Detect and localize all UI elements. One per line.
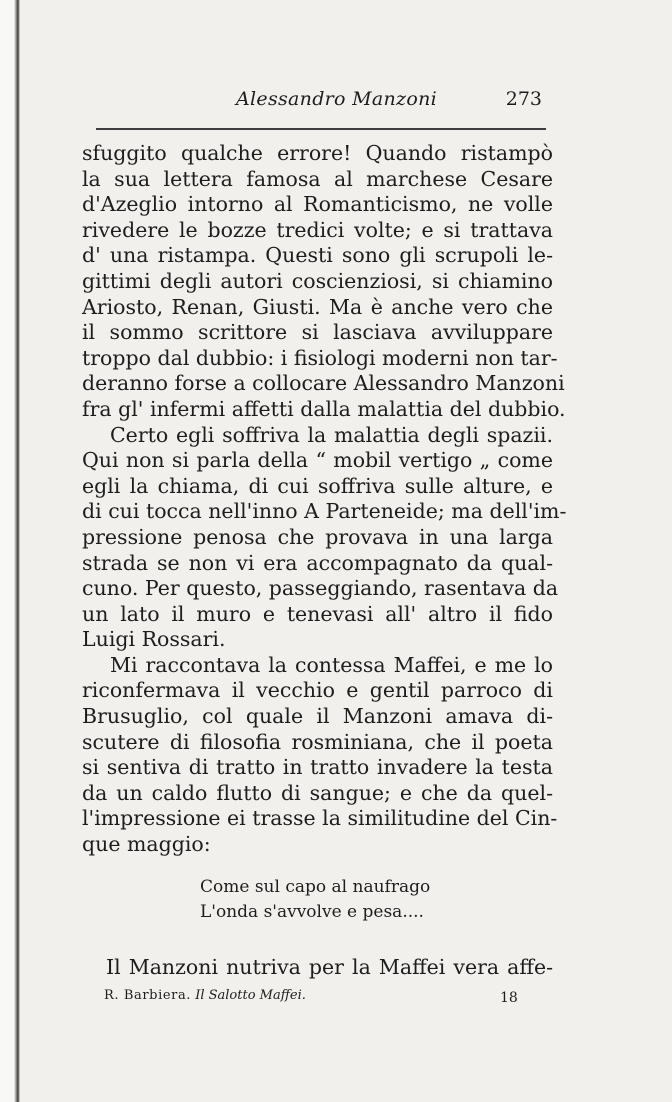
text-line: d'Azeglio intorno al Romanticismo, ne volle: [82, 192, 553, 217]
text-line: Qui non si parla della “ mobil vertigo „ come: [82, 448, 553, 473]
text-line: Brusuglio, col quale il Manzoni amava di-: [82, 704, 553, 729]
text-line: pressione penosa che provava in una larga: [82, 524, 553, 549]
text-line: l'impressione ei trasse la similitudine del Cin-: [82, 806, 558, 831]
text-line: la sua lettera famosa al marchese Cesare: [82, 166, 553, 191]
text-line: di cui tocca nell'inno A Parteneide; ma dell'im-: [82, 499, 567, 524]
page-number: 273: [505, 88, 542, 110]
text-line: gittimi degli autori coscienziosi, si chiamino: [82, 268, 553, 293]
verse-line: Come sul capo al naufrago: [200, 877, 431, 897]
text-line: rivedere le bozze tredici volte; e si trattava: [82, 217, 553, 242]
text-line: Mi raccontava la contessa Maffei, e me lo: [110, 652, 553, 677]
text-line: il sommo scrittore si lasciava avvilupparе: [82, 320, 553, 345]
text-line: sfuggito qualche errore! Quando ristampò: [82, 141, 553, 165]
text-line: egli la chiama, di cui soffriva sulle alture, e: [82, 473, 553, 498]
running-title: Alessandro Manzoni: [236, 88, 438, 110]
signature-mark: [104, 988, 306, 1003]
text-line: Luigi Rossari.: [82, 627, 226, 652]
text-line: scutere di filosofia rosminiana, che il poeta: [82, 729, 553, 754]
text-line: si sentiva di tratto in tratto invadere la testa: [82, 755, 553, 780]
text-line: deranno forse a collocare Alessandro Manzoni: [82, 371, 565, 396]
text-line: da un caldo flutto di sangue; e che da quel-: [82, 780, 553, 805]
text-line: un lato il muro e tenevasi all' altro il fido: [82, 601, 553, 626]
text-line: riconfermava il vecchio e gentil parroco di: [82, 678, 553, 703]
text-line: que maggio:: [82, 832, 211, 857]
text-line: cuno. Per questo, passeggiando, rasentava da: [82, 576, 559, 601]
signature-title: Il Salotto Maffei.: [195, 988, 306, 1003]
closing-line: Il Manzoni nutriva per la Maffei vera affe-: [106, 955, 553, 979]
text-line: Ariosto, Renan, Giusti. Ma è anche vero che: [82, 294, 553, 319]
book-spine: [0, 0, 20, 1102]
verse-line: L'onda s'avvolve e pesa....: [200, 902, 424, 922]
page-header: [214, 88, 542, 112]
book-page: [24, 0, 672, 1102]
text-line: strada se non vi era accompagnato da qual-: [82, 550, 553, 575]
verse-quote: [200, 875, 430, 925]
body-text: [82, 141, 567, 858]
signature-author: R. Barbiera.: [104, 988, 192, 1003]
header-rule: [96, 128, 546, 130]
text-line: Certo egli soffriva la malattia degli spazii.: [110, 422, 553, 447]
signature-number: 18: [500, 990, 518, 1006]
text-line: troppo dal dubbio: i fisiologi moderni non tar-: [82, 345, 558, 370]
text-line: fra gl' infermi affetti dalla malattia del dubbio.: [82, 396, 566, 421]
text-line: d' una ristampa. Questi sono gli scrupoli le-: [82, 243, 553, 268]
